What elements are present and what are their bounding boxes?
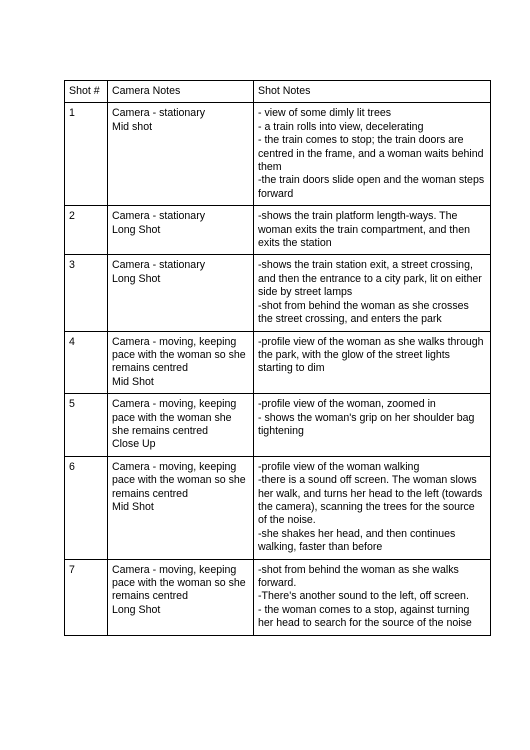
shot-note-line: - the woman comes to a stop, against turning her head to search for the source of the noise [258, 603, 472, 630]
shot-note-line: -the train doors slide open and the woman steps forward [258, 174, 485, 200]
shot-note-line: - a train rolls into view, decelerating [258, 120, 424, 133]
shot-note-line: -there is a sound off screen. The woman slows her walk, and turns her head to the left (towards the camera), scanning the trees for the source of the noise. [258, 474, 483, 527]
camera-notes-cell [108, 331, 254, 394]
camera-note-line: Camera - stationary [112, 259, 206, 272]
shot-notes-cell [254, 456, 491, 559]
header-row [65, 81, 491, 103]
shot-note-line: - view of some dimly lit trees [258, 107, 392, 120]
shot-number-cell: 4 [65, 331, 108, 394]
shot-notes-cell [254, 331, 491, 394]
table-row [65, 206, 491, 255]
shot-number-cell: 3 [65, 255, 108, 331]
shot-note-line: -There's another sound to the left, off screen. [258, 590, 469, 603]
camera-note-line: Camera - moving, keeping pace with the woman so she remains centred [112, 335, 246, 375]
table-row [65, 331, 491, 394]
shot-note-line: -profile view of the woman walking [258, 460, 420, 473]
camera-note-line: Long Shot [112, 603, 161, 616]
camera-note-line: Camera - stationary [112, 210, 206, 223]
shot-note-line: -profile view of the woman, zoomed in [258, 398, 436, 411]
shot-number-cell: 2 [65, 206, 108, 255]
shot-note-line: -shot from behind the woman as she walks forward. [258, 563, 459, 589]
camera-note-line: Close Up [112, 438, 156, 451]
camera-notes-cell [108, 103, 254, 206]
table-row [65, 255, 491, 331]
shot-notes-cell [254, 255, 491, 331]
camera-note-line: Mid Shot [112, 375, 154, 388]
camera-note-line: Long Shot [112, 272, 161, 285]
table-row [65, 394, 491, 457]
camera-notes-cell [108, 559, 254, 635]
shot-note-line: - shows the woman's grip on her shoulder bag tightening [258, 411, 475, 437]
camera-note-line: Camera - moving, keeping pace with the woman so she remains centred [112, 563, 246, 603]
shot-notes-cell [254, 394, 491, 457]
camera-note-line: Mid Shot [112, 500, 154, 513]
shot-number-cell: 7 [65, 559, 108, 635]
camera-note-line: Camera - moving, keeping pace with the woman she she remains centred [112, 398, 237, 437]
header-camera-notes: Camera Notes [108, 81, 254, 103]
camera-note-line: Camera - stationary [112, 107, 206, 120]
shot-note-line: -shot from behind the woman as she crosses the street crossing, and enters the park [258, 299, 469, 326]
table-row [65, 456, 491, 559]
shot-notes-cell [254, 559, 491, 635]
camera-note-line: Camera - moving, keeping pace with the woman so she remains centred [112, 460, 246, 500]
camera-notes-cell [108, 456, 254, 559]
table-body [65, 103, 491, 635]
shot-number-cell: 6 [65, 456, 108, 559]
shot-number-cell: 5 [65, 394, 108, 457]
camera-note-line: Long Shot [112, 223, 161, 236]
shot-list-table [64, 80, 491, 636]
camera-notes-cell [108, 394, 254, 457]
shot-note-line: -shows the train platform length-ways. The woman exits the train compartment, and then exits the station [258, 210, 470, 250]
camera-notes-cell [108, 206, 254, 255]
camera-note-line: Mid shot [112, 120, 153, 133]
shot-notes-cell [254, 206, 491, 255]
shot-note-line: -profile view of the woman as she walks through the park, with the glow of the street lights starting to dim [258, 335, 484, 375]
camera-notes-cell [108, 255, 254, 331]
shot-note-line: - the train comes to stop; the train doors are centred in the frame, and a woman waits behind them [258, 134, 484, 174]
table-row [65, 559, 491, 635]
table-row [65, 103, 491, 206]
shot-note-line: -she shakes her head, and then continues walking, faster than before [258, 527, 456, 554]
header-shot-number: Shot # [65, 81, 108, 103]
shot-notes-cell [254, 103, 491, 206]
shot-note-line: -shows the train station exit, a street crossing, and then the entrance to a city park, lit on either side by street lamps [258, 259, 482, 299]
header-shot-notes: Shot Notes [254, 81, 491, 103]
shot-number-cell: 1 [65, 103, 108, 206]
